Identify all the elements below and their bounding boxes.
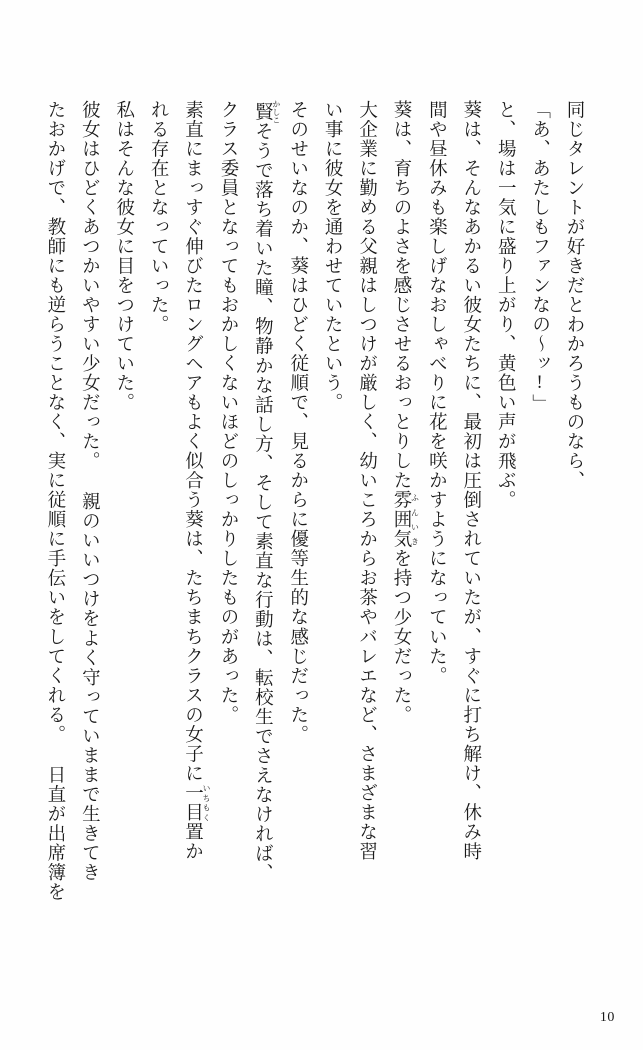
- text-line: クラス委員となってもおかしくないほどのしっかりしたものがあった。: [217, 100, 238, 725]
- text-line: 大企業に勤める父親はしつけが厳しく、幼いころからお茶やバレエなど、さまざまな習: [356, 100, 377, 862]
- text-line: と、場は一気に盛り上がり、黄色い声が飛ぶ。: [495, 100, 516, 510]
- page-number: 10: [599, 1010, 615, 1025]
- text-line: 葵は、そんなあかるい彼女たちに、最初は圧倒されていたが、すぐに打ち解け、休み時: [460, 100, 481, 862]
- ruby-annotation: 一目 いちもく: [182, 783, 212, 823]
- text-line: たおかげで、教師にも逆らうことなく、実に従順に手伝いをしてくれる。 日直が出席簿を: [44, 100, 65, 902]
- text-line: 賢 かしこそうで落ち着いた瞳、物静かな話し方、そして素直な行動は、転校生でさえなければ、: [252, 100, 281, 883]
- text-line: そのせいなのか、葵はひどく従順で、見るからに優等生的な感じだった。: [287, 100, 308, 745]
- text-line: 彼女はひどくあつかいやすい少女だった。 親のいいつけをよく守っていままで生きてき: [79, 100, 100, 883]
- text-line: れる存在となっていった。: [148, 100, 169, 335]
- page-text-body: [44, 100, 591, 970]
- text-line: 「あ、あたしもファンなの〜ッ!」: [529, 100, 550, 414]
- ruby-annotation: 雰囲気 ふんいき: [390, 490, 420, 549]
- text-line: 私はそんな彼女に目をつけていた。: [113, 100, 134, 413]
- text-line: 同じタレントが好きだとわかろうものなら、: [564, 100, 584, 491]
- text-line: 素直にまっすぐ伸びたロングヘアもよく似合う葵は、たちまちクラスの女子に一目 いちもく置か: [182, 100, 212, 862]
- text-line: 間や昼休みも楽しげなおしゃべりに花を咲かすようになっていた。: [426, 100, 447, 686]
- text-line: い事に彼女を通わせていたという。: [322, 100, 343, 413]
- ruby-annotation: 賢 かしこ: [252, 100, 281, 124]
- text-line: 葵は、育ちのよさを感じさせるおっとりした雰囲気 ふんいきを持つ少女だった。: [390, 100, 420, 725]
